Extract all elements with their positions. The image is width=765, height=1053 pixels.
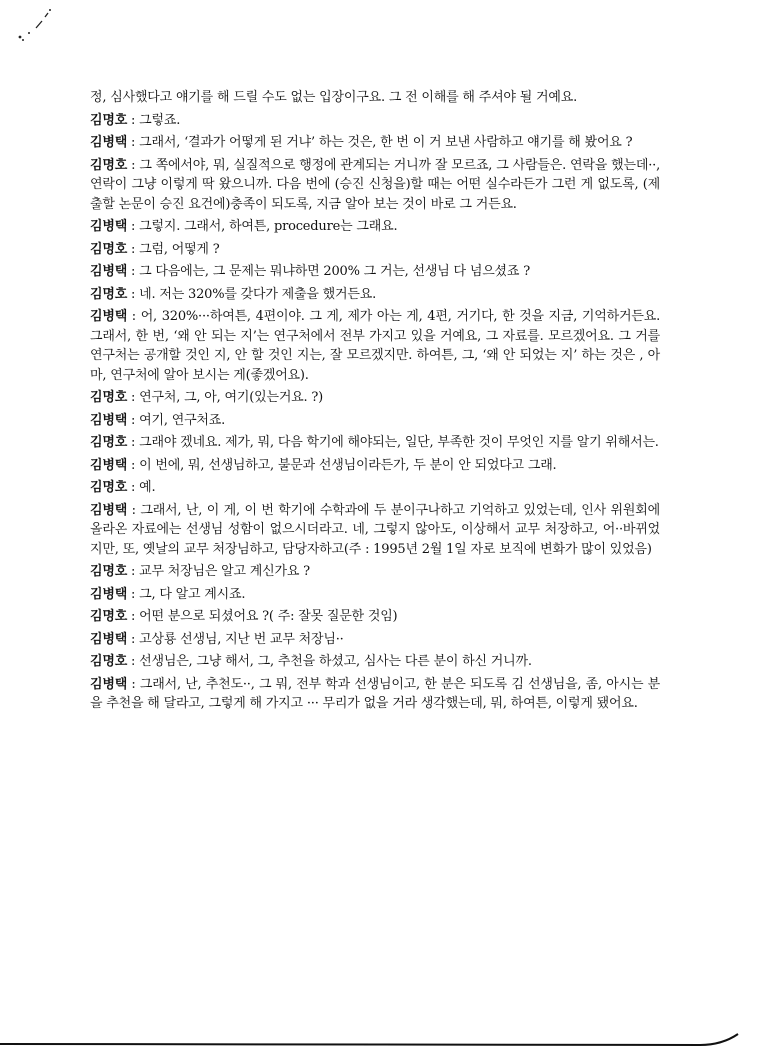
utterance-text: 그래서, 난, 이 게, 이 번 학기에 수학과에 두 분이구나하고 기억하고 있었는데, 인사 위원회에 올라온 자료에는 선생님 성함이 없으시더라고. 네, 그렇지 않아도, 이상해서 교무 처장하고, 어··바뀌었지만, 또, 옛날의 교무 처장님하고, 담당자하고(주 : 1995년 2월 1일 자로 보직에 변화가 많이 있었음) <box>90 502 660 557</box>
utterance-text: 연구처, 그, 아, 여기(있는거요. ?) <box>139 390 324 405</box>
speaker-name: 김병택 <box>90 219 128 234</box>
transcript-paragraph <box>90 262 660 282</box>
speaker-separator: : <box>127 457 140 473</box>
transcript-paragraph <box>90 585 660 605</box>
speaker-name: 김병택 <box>90 412 128 428</box>
speaker-name: 김명호 <box>90 112 128 128</box>
transcript-paragraph <box>90 88 660 108</box>
utterance-text: 예. <box>139 480 156 495</box>
transcript-paragraph <box>90 411 660 431</box>
utterance-text: 그렇죠. <box>139 112 181 128</box>
speaker-separator: : <box>127 609 140 624</box>
speaker-name: 김명호 <box>90 609 128 624</box>
speaker-separator: : <box>127 264 140 279</box>
transcript-paragraph <box>90 433 660 453</box>
speaker-separator: : <box>127 676 140 692</box>
speaker-separator: : <box>127 219 140 234</box>
speaker-name: 김명호 <box>90 435 128 450</box>
utterance-text: 네. 저는 320%를 갖다가 제출을 했거든요. <box>139 286 377 302</box>
utterance-text: 고상룡 선생님, 지난 번 교무 처장님·· <box>139 631 344 647</box>
speaker-separator: : <box>127 412 140 428</box>
utterance-text: 어떤 분으로 되셨어요 ?( 주: 잘못 질문한 것임) <box>139 609 398 624</box>
speaker-name: 김병택 <box>90 631 128 647</box>
speaker-name: 김명호 <box>90 564 128 579</box>
speaker-name: 김병택 <box>90 135 128 150</box>
speaker-name: 김병택 <box>90 586 128 602</box>
transcript-paragraph <box>90 111 660 131</box>
speaker-name: 김명호 <box>90 286 128 302</box>
speaker-name: 김명호 <box>90 157 128 173</box>
speaker-separator: : <box>127 564 140 579</box>
interview-transcript <box>90 88 660 717</box>
speaker-separator: : <box>127 586 140 602</box>
speaker-name: 김병택 <box>90 309 128 324</box>
utterance-text: 그래서, 난, 추천도··, 그 뭐, 전부 학과 선생님이고, 한 분은 되도록 김 선생님을, 좀, 아시는 분을 추천을 해 달라고, 그렇게 해 가지고 ··· 무리가 없을 거라 생각했는데, 뭐, 하여튼, 이렇게 됐어요. <box>90 676 660 711</box>
transcript-paragraph <box>90 501 660 560</box>
utterance-text: 그, 다 알고 계시죠. <box>139 586 246 602</box>
speaker-name: 김병택 <box>90 264 128 279</box>
utterance-text: 정, 심사했다고 얘기를 해 드릴 수도 없는 입장이구요. 그 전 이해를 해 주셔야 될 거예요. <box>90 90 578 105</box>
transcript-paragraph <box>90 456 660 476</box>
utterance-text: 여기, 연구처죠. <box>139 412 226 428</box>
utterance-text: 그래서, ‘결과가 어떻게 된 거냐’ 하는 것은, 한 번 이 거 보낸 사람하고 얘기를 해 봤어요 ? <box>139 135 633 150</box>
transcript-paragraph <box>90 307 660 385</box>
speaker-separator: : <box>127 286 140 302</box>
speaker-separator: : <box>127 390 140 405</box>
utterance-text: 그 쪽에서야, 뭐, 실질적으로 행정에 관계되는 거니까 잘 모르죠, 그 사람들은. 연락을 했는데··, 연락이 그냥 이렇게 딱 왔으니까. 다음 번에 (승진 신청을)할 때는 어떤 실수라든가 그런 게 없도록, (제출할 논문이 승진 요건에)충족이 되도록, 지금 알아 보는 것이 바로 그 거든요. <box>90 157 661 212</box>
speaker-name: 김명호 <box>90 241 128 257</box>
transcript-paragraph <box>90 217 660 237</box>
transcript-paragraph <box>90 478 660 498</box>
transcript-paragraph <box>90 285 660 305</box>
utterance-text: 선생님은, 그냥 해서, 그, 추천을 하셨고, 심사는 다른 분이 하신 거니까. <box>139 654 532 669</box>
utterance-text: 그럼, 어떻게 ? <box>139 241 220 257</box>
speaker-name: 김명호 <box>90 480 128 495</box>
utterance-text: 어, 320%···하여튼, 4편이야. 그 게, 제가 아는 게, 4편, 거기다, 한 것을 지금, 기억하거든요. 그래서, 한 번, ‘왜 안 되는 지’는 연구처에서 전부 가지고 있을 거예요, 그 자료를. 모르겠어요. 그 거를 연구처는 공개할 것인 지, 안 할 것인 지는, 잘 모르겠지만. 하여튼, 그, ‘왜 안 되었는 지’ 하는 것은 , 아마, 연구처에 알아 보시는 게(좋겠어요). <box>90 309 661 383</box>
transcript-paragraph <box>90 675 660 714</box>
scan-corner-speck <box>14 4 54 44</box>
transcript-paragraph <box>90 388 660 408</box>
speaker-separator: : <box>127 502 141 518</box>
speaker-name: 김병택 <box>90 676 128 692</box>
speaker-separator: : <box>127 654 140 669</box>
transcript-paragraph <box>90 630 660 650</box>
speaker-name: 김병택 <box>90 502 128 518</box>
transcript-paragraph <box>90 240 660 260</box>
speaker-name: 김명호 <box>90 390 128 405</box>
transcript-paragraph <box>90 562 660 582</box>
speaker-separator: : <box>127 112 140 128</box>
speaker-name: 김병택 <box>90 457 128 473</box>
speaker-name: 김명호 <box>90 654 128 669</box>
speaker-separator: : <box>127 309 141 324</box>
utterance-text: 교무 처장님은 알고 계신가요 ? <box>139 564 310 579</box>
speaker-separator: : <box>127 241 140 257</box>
transcript-paragraph <box>90 133 660 153</box>
utterance-text: 이 번에, 뭐, 선생님하고, 불문과 선생님이라든가, 두 분이 안 되었다고 그래. <box>139 457 557 473</box>
speaker-separator: : <box>127 435 140 450</box>
speaker-separator: : <box>127 157 140 173</box>
transcript-paragraph <box>90 607 660 627</box>
utterance-text: 그렇지. 그래서, 하여튼, procedure는 그래요. <box>139 219 398 234</box>
page-bottom-edge <box>0 1028 765 1050</box>
speaker-separator: : <box>127 135 140 150</box>
speaker-separator: : <box>127 631 140 647</box>
utterance-text: 그 다음에는, 그 문제는 뭐냐하면 200% 그 거는, 선생님 다 넘으셨죠 ? <box>139 264 530 279</box>
utterance-text: 그래야 겠네요. 제가, 뭐, 다음 학기에 해야되는, 일단, 부족한 것이 무엇인 지를 알기 위해서는. <box>139 435 659 450</box>
transcript-paragraph <box>90 652 660 672</box>
speaker-separator: : <box>127 480 140 495</box>
transcript-paragraph <box>90 156 660 215</box>
